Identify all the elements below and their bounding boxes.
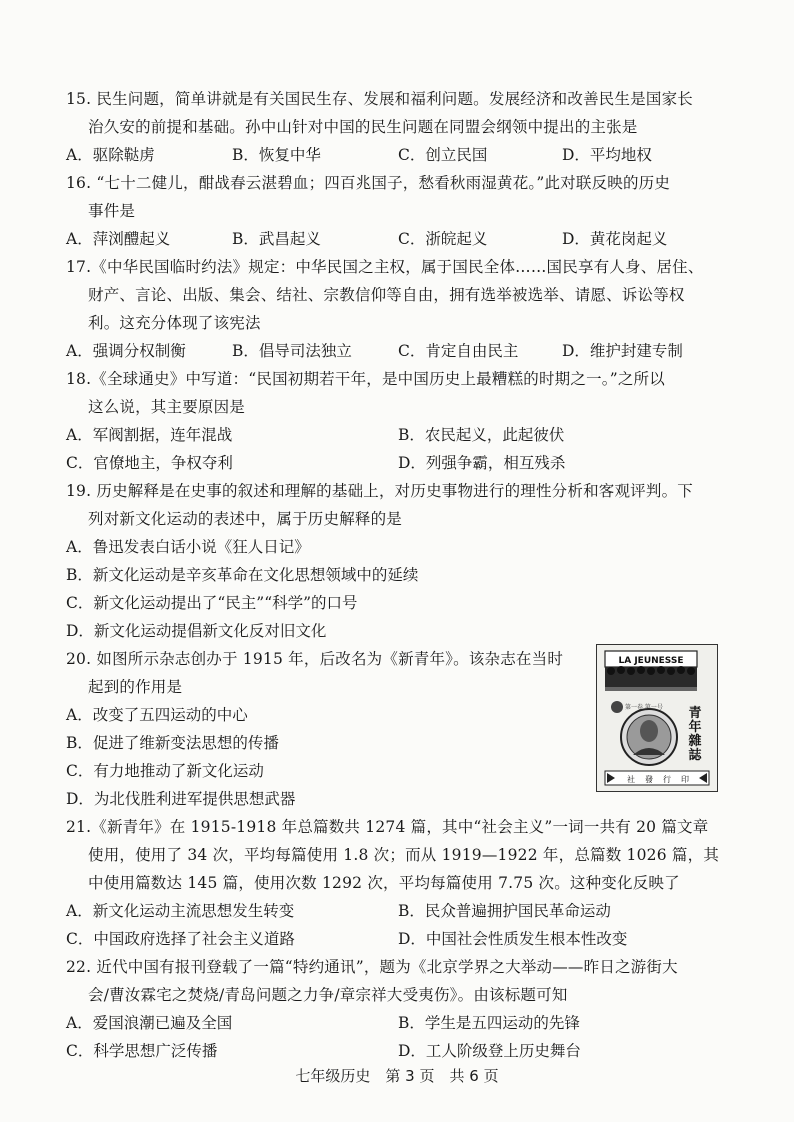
q19-option-c: C．新文化运动提出了“民主”“科学”的口号 xyxy=(66,594,358,612)
magazine-bottom-char-4: 印 xyxy=(681,775,689,784)
q15-stem-line-1: 15. 民生问题，简单讲就是有关国民生存、发展和福利问题。发展经济和改善民生是国家长 xyxy=(66,90,693,108)
q21-stem-line-2: 使用，使用了 34 次，平均每篇使用 1.8 次；而从 1919—1922 年，总篇数 1026 篇，其 xyxy=(88,846,720,864)
q16-stem-line-1: 16. “七十二健儿，酣战春云湛碧血；四百兆国子，愁看秋雨湿黄花。”此对联反映的历史 xyxy=(66,174,671,192)
q22-option-b: B．学生是五四运动的先锋 xyxy=(398,1014,580,1032)
magazine-cover-image xyxy=(596,644,718,792)
q22-stem-line-1: 22. 近代中国有报刊登载了一篇“特约通讯”，题为《北京学界之大举动——昨日之游街大 xyxy=(66,958,678,976)
q16-option-d: D．黄花岗起义 xyxy=(562,230,668,248)
q21-option-c: C．中国政府选择了社会主义道路 xyxy=(66,930,295,948)
magazine-bottom-char-2: 發 xyxy=(645,775,653,784)
q16-option-a: A．萍浏醴起义 xyxy=(66,230,171,248)
q20-option-a: A．改变了五四运动的中心 xyxy=(66,706,248,724)
q22-option-a: A．爱国浪潮已遍及全国 xyxy=(66,1014,233,1032)
q18-option-d: D．列强争霸，相互残杀 xyxy=(398,454,566,472)
q16-option-b: B．武昌起义 xyxy=(232,230,321,248)
q21-stem-line-3: 中使用篇数达 145 篇，使用次数 1292 次，平均每篇使用 7.75 次。这种变化反映了 xyxy=(88,874,680,892)
q19-option-b: B．新文化运动是辛亥革命在文化思想领域中的延续 xyxy=(66,566,419,584)
q15-stem-line-2: 治久安的前提和基础。孙中山针对中国的民生问题在同盟会纲领中提出的主张是 xyxy=(88,118,638,136)
svg-text:第一卷 第一号: 第一卷 第一号 xyxy=(625,704,663,711)
q16-option-c: C．浙皖起义 xyxy=(398,230,488,248)
q21-option-a: A．新文化运动主流思想发生转变 xyxy=(66,902,295,920)
q18-stem-line-2: 这么说，其主要原因是 xyxy=(88,398,246,416)
q17-option-c: C．肯定自由民主 xyxy=(398,342,519,360)
q21-option-d: D．中国社会性质发生根本性改变 xyxy=(398,930,628,948)
q15-option-a: A．驱除鞑虏 xyxy=(66,146,155,164)
q18-option-b: B．农民起义，此起彼伏 xyxy=(398,426,565,444)
magazine-bottom-char-3: 行 xyxy=(663,775,671,784)
page-footer: 七年级历史 第 3 页 共 6 页 xyxy=(295,1067,499,1085)
q22-option-c: C．科学思想广泛传播 xyxy=(66,1042,218,1060)
q20-option-b: B．促进了维新变法思想的传播 xyxy=(66,734,279,752)
q21-stem-line-1: 21.《新青年》在 1915-1918 年总篇数共 1274 篇，其中“社会主义”一词一共有 20 篇文章 xyxy=(66,818,709,836)
q21-option-b: B．民众普遍拥护国民革命运动 xyxy=(398,902,611,920)
q19-stem-line-2: 列对新文化运动的表述中，属于历史解释的是 xyxy=(88,510,403,528)
magazine-bottom-char-1: 社 xyxy=(627,775,635,784)
q20-stem-line-1: 20. 如图所示杂志创办于 1915 年，后改名为《新青年》。该杂志在当时 xyxy=(66,650,564,668)
q17-option-d: D．维护封建专制 xyxy=(562,342,683,360)
magazine-masthead: LA JEUNESSE xyxy=(618,656,684,666)
q15-option-b: B．恢复中华 xyxy=(232,146,321,164)
q19-option-d: D．新文化运动提倡新文化反对旧文化 xyxy=(66,622,327,640)
q22-option-d: D．工人阶级登上历史舞台 xyxy=(398,1042,581,1060)
magazine-title-char-4: 誌 xyxy=(688,748,702,763)
q17-stem-line-3: 利。这充分体现了该宪法 xyxy=(88,314,261,332)
q15-option-c: C．创立民国 xyxy=(398,146,488,164)
magazine-title-char-1: 青 xyxy=(688,706,702,721)
q16-stem-line-2: 事件是 xyxy=(88,202,136,220)
q18-option-a: A．军阀割据，连年混战 xyxy=(66,426,233,444)
q17-option-b: B．倡导司法独立 xyxy=(232,342,352,360)
q17-option-a: A．强调分权制衡 xyxy=(66,342,186,360)
q19-option-a: A．鲁迅发表白话小说《狂人日记》 xyxy=(66,538,310,556)
q18-stem-line-1: 18.《全球通史》中写道：“民国初期若干年，是中国历史上最糟糕的时期之一。”之所以 xyxy=(66,370,665,388)
q22-stem-line-2: 会/曹汝霖宅之焚烧/青岛问题之力争/章宗祥大受夷伤》。由该标题可知 xyxy=(88,986,568,1004)
magazine-title-char-2: 年 xyxy=(688,720,702,735)
q20-option-d: D．为北伐胜利进军提供思想武器 xyxy=(66,790,296,808)
q17-stem-line-2: 财产、言论、出版、集会、结社、宗教信仰等自由，拥有选举被选举、请愿、诉讼等权 xyxy=(88,286,685,304)
q20-stem-line-2: 起到的作用是 xyxy=(88,678,183,696)
q15-option-d: D．平均地权 xyxy=(562,146,652,164)
q19-stem-line-1: 19. 历史解释是在史事的叙述和理解的基础上，对历史事物进行的理性分析和客观评判。下 xyxy=(66,482,693,500)
q18-option-c: C．官僚地主，争权夺利 xyxy=(66,454,233,472)
q20-option-c: C．有力地推动了新文化运动 xyxy=(66,762,264,780)
q17-stem-line-1: 17.《中华民国临时约法》规定：中华民国之主权，属于国民全体……国民享有人身、居住、 xyxy=(66,258,704,276)
magazine-title-char-3: 雜 xyxy=(688,734,702,749)
